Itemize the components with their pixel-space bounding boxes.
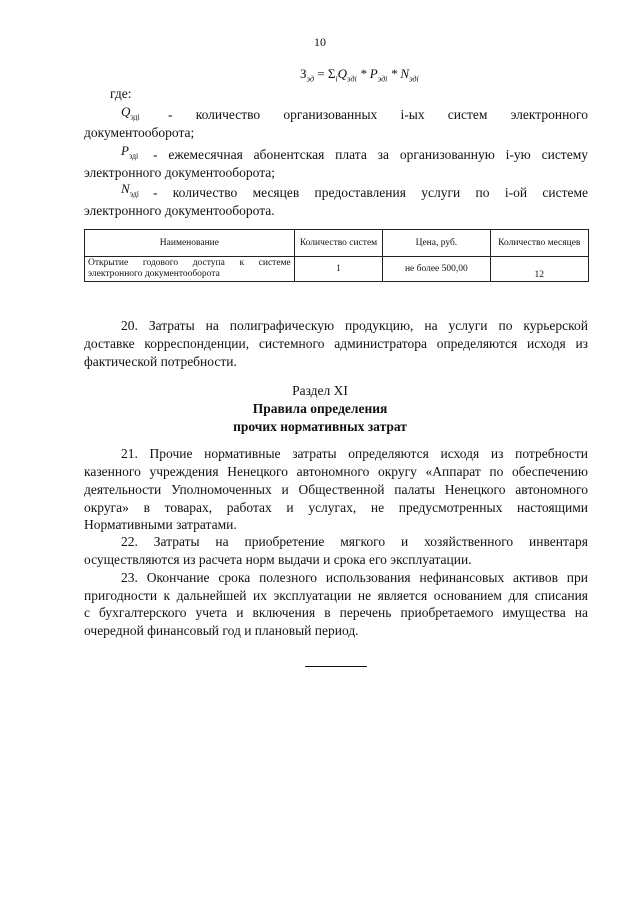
formula-sum-sub: i [335,74,338,84]
formula-lhs-sub: эд [306,74,314,84]
cell-name [85,257,295,282]
symbol-p: P [121,143,129,158]
cell-name-line1: Открытие годового доступа к системе [88,258,291,268]
definition-q-line1: - количество организованных i-ых систем электронного [168,107,588,122]
symbol-q-sub: эдi [130,112,140,122]
section-heading-line2: прочих нормативных затрат [233,419,407,434]
p23-line1: 23. Окончание срока полезного использования нефинансовых активов при [121,570,588,585]
header-price: Цена, руб. [383,230,490,257]
p23-line3: с бухгалтерского учета и включения в перечень приобретаемого имущества на [84,605,588,620]
p23-line2: пригодности к дальнейшей их эксплуатации не является основанием для списания [84,588,588,603]
definition-n-line1: - количество месяцев предоставления услуги по i-ой системе [153,185,588,200]
p22-line1: 22. Затраты на приобретение мягкого и хозяйственного инвентаря [121,534,588,549]
definition-symbol-n [121,181,139,199]
definition-p-line1: - ежемесячная абонентская плата за организованную i-ую систему [153,147,588,162]
p21-line2: казенного учреждения Ненецкого автономного округу «Аппарат по обеспечению [84,464,588,479]
formula-sum: Σ [327,66,336,81]
p20-line2: доставке корреспонденции, системного администратора определяются исходя из [84,336,588,351]
symbol-n: N [121,181,130,196]
page-number: 10 [314,35,326,49]
p21-line4: округа» в товарах, работах и услугах, не предусмотренных настоящими [84,500,588,515]
end-divider [305,666,367,667]
formula-star-2: * [387,66,401,81]
formula-n: N [400,66,410,81]
cell-price: не более 500,00 [383,257,490,282]
p21-line5: Нормативными затратами. [84,517,237,532]
cost-table [84,229,589,282]
symbol-n-sub: эдi [129,189,139,199]
definition-p-line2: электронного документооборота; [84,165,276,180]
definition-symbol-q [121,104,140,122]
formula-p-sub: эдi [377,74,388,84]
cell-name-line2: электронного документооборота [88,269,220,279]
cost-formula [300,66,419,84]
formula-lhs: З [300,66,307,81]
header-name: Наименование [85,230,295,257]
definition-symbol-p [121,143,138,161]
formula-q-sub: эдi [347,74,357,84]
p23-line4: очередной финансовый год и плановый период. [84,623,359,638]
cell-months: 12 [490,257,588,282]
section-heading-line1: Правила определения [252,401,388,416]
cell-count: 1 [294,257,382,282]
formula-n-sub: эдi [409,74,419,84]
symbol-p-sub: эдi [128,151,139,161]
definition-n-line2: электронного документооборота. [84,203,275,218]
header-count: Количество систем [294,230,382,257]
p20-line3: фактической потребности. [84,354,237,369]
formula-p: P [369,66,378,81]
p20-line1: 20. Затраты на полиграфическую продукцию, на услуги по курьерской [121,318,588,333]
table-header-row [85,230,589,257]
p21-line1: 21. Прочие нормативные затраты определяются исходя из потребности [121,446,588,461]
definition-q-line2: документооборота; [84,125,195,140]
table-row [85,257,589,282]
p22-line2: осуществляются из расчета норм выдачи и срока его эксплуатации. [84,552,472,567]
formula-q: Q [337,66,348,81]
header-months: Количество месяцев [490,230,588,257]
symbol-q: Q [121,104,131,119]
where-label: где: [110,86,132,101]
formula-star-1: * [356,66,370,81]
section-title: Раздел XI [292,383,348,398]
p21-line3: деятельности Уполномоченных и Общественной палаты Ненецкого автономного [84,482,588,497]
formula-eq: = [313,66,328,81]
